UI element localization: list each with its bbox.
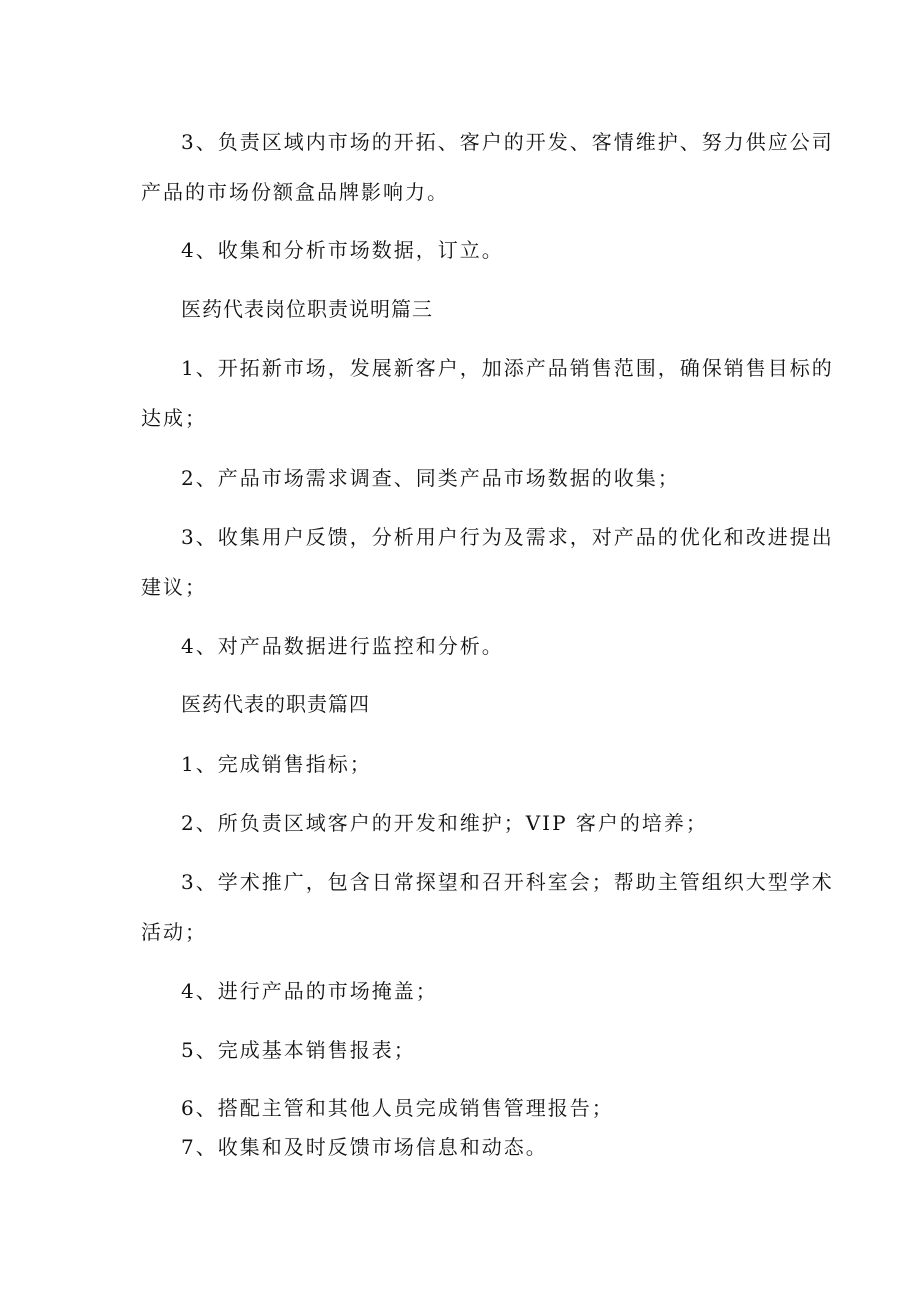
paragraph-line: 活动； [141, 920, 207, 944]
paragraph-line: 4、进行产品的市场掩盖； [181, 979, 438, 1003]
paragraph-line: 1、完成销售指标； [181, 752, 372, 776]
paragraph-line: 产品的市场份额盒品牌影响力。 [141, 180, 449, 204]
paragraph-line: 7、收集和及时反馈市场信息和动态。 [181, 1135, 548, 1159]
paragraph-line: 5、完成基本销售报表； [181, 1038, 416, 1062]
paragraph-line: 2、产品市场需求调查、同类产品市场数据的收集； [181, 466, 680, 490]
paragraph-line: 4、收集和分析市场数据，订立。 [181, 238, 504, 262]
paragraph-line: 4、对产品数据进行监控和分析。 [181, 634, 504, 658]
paragraph-line: 3、负责区域内市场的开拓、客户的开发、客情维护、努力供应公司 [181, 130, 834, 154]
paragraph-line: 1、开拓新市场，发展新客户，加添产品销售范围，确保销售目标的 [181, 356, 834, 380]
paragraph-line: 3、收集用户反馈，分析用户行为及需求，对产品的优化和改进提出 [181, 525, 834, 549]
section-heading: 医药代表岗位职责说明篇三 [181, 297, 433, 321]
paragraph-line: 3、学术推广，包含日常探望和召开科室会；帮助主管组织大型学术 [181, 870, 834, 894]
paragraph-line: 2、所负责区域客户的开发和维护；VIP 客户的培养； [181, 811, 708, 835]
section-heading: 医药代表的职责篇四 [181, 692, 370, 716]
paragraph-line: 达成； [141, 406, 207, 430]
paragraph-line: 建议； [141, 575, 207, 599]
paragraph-line: 6、搭配主管和其他人员完成销售管理报告； [181, 1096, 614, 1120]
